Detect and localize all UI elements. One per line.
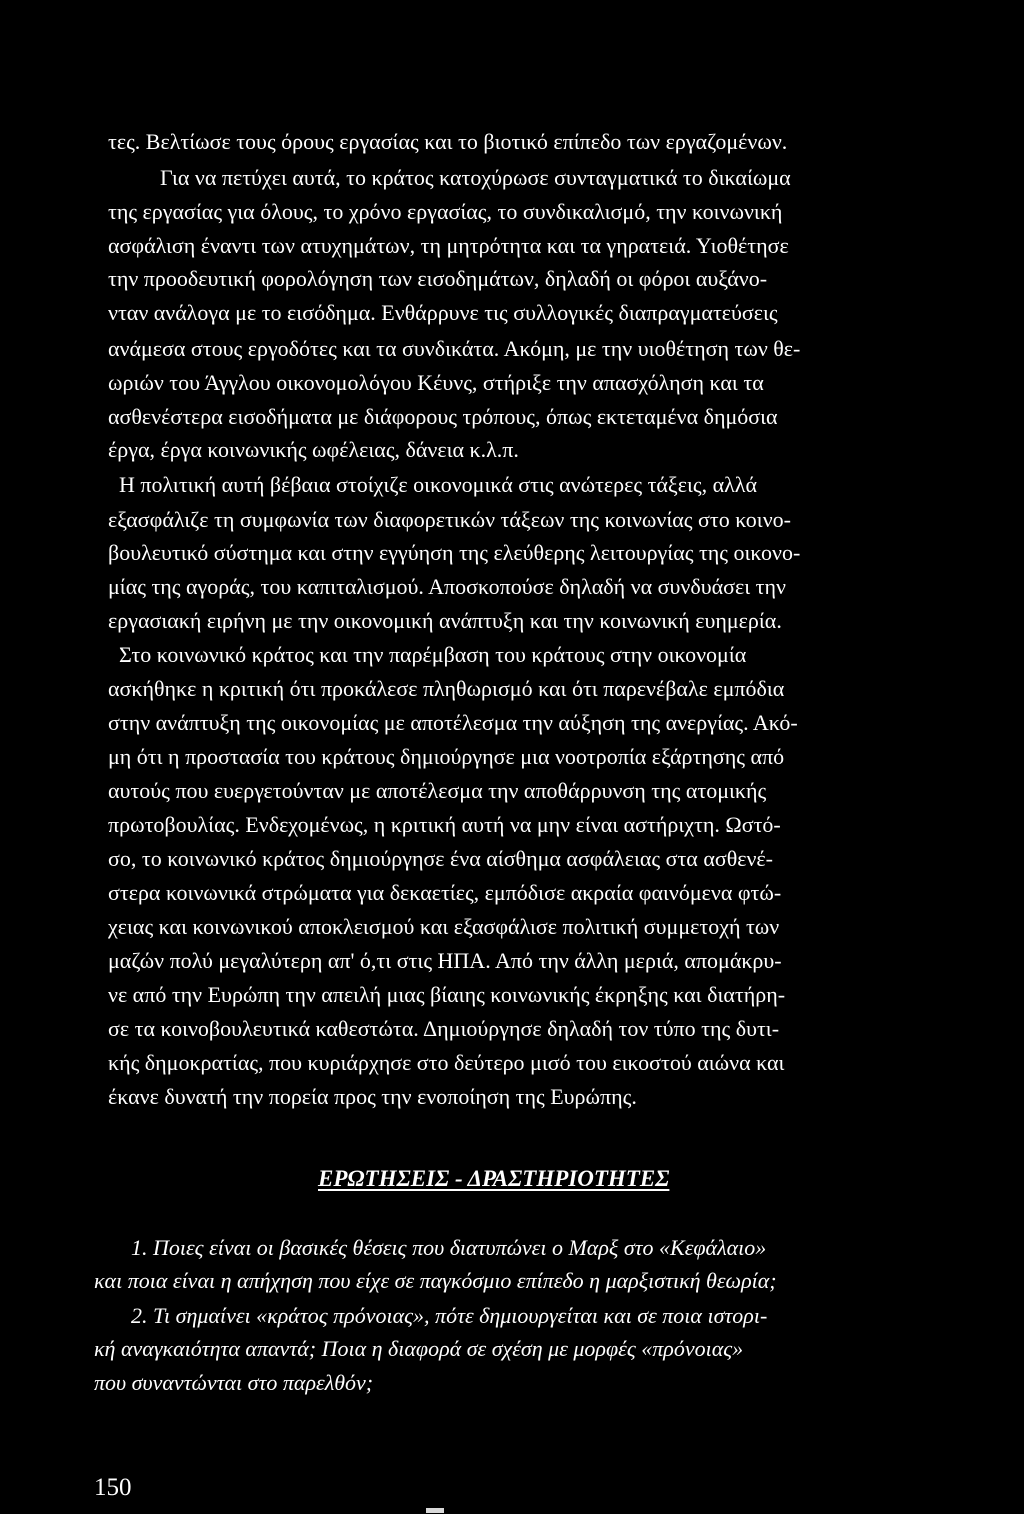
scan-mark <box>426 1508 444 1513</box>
question-line: κή αναγκαιότητα απαντά; Ποια η διαφορά σε σχέση με μορφές «πρόνοιας» <box>94 1336 744 1361</box>
page-number: 150 <box>94 1474 132 1501</box>
question-line: και ποια είναι η απήχηση που είχε σε παγκόσμιο επίπεδο η μαρξιστική θεωρία; <box>94 1268 777 1293</box>
question-line: 2. Τι σημαίνει «κράτος πρόνοιας», πότε δημιουργείται και σε ποια ιστορι- <box>131 1303 768 1328</box>
question-line: που συναντώνται στο παρελθόν; <box>94 1370 374 1395</box>
section-heading: ΕΡΩΤΗΣΕΙΣ - ΔΡΑΣΤΗΡΙΟΤΗΤΕΣ <box>318 1166 670 1191</box>
book-page: τες. Βελτίωσε τους όρους εργασίας και το βιοτικό επίπεδο των εργαζομένων. Για να πετύχει αυτά, το κράτος κατοχύρωσε συνταγματικά το δικαίωμα της εργασίας για όλους, το χρόνο εργασίας, το συνδικαλισμό, την κοινωνική ασφάλιση έναντι των ατυχημάτων, τη μητρότητα και τα γηρατειά. Υιοθέτησε την προοδευτική φορολόγηση των εισοδημάτων, δηλαδή οι φόροι αυξάνο- νταν ανάλογα με το εισόδημα. Ενθάρρυνε τις συλλογικές διαπραγματεύσεις ανάμεσα στους εργοδότες και τα συνδικάτα. Ακόμη, με την υιοθέτηση των θε- ωριών του Άγγλου οικονομολόγου Κέυνς, στήριξε την απασχόληση και τα ασθενέστερα εισοδήματα με διάφορους τρόπους, όπως εκτεταμένα δημόσια έργα, έργα κοινωνικής ωφέλειας, δάνεια κ.λ.π. Η πολιτική αυτή βέβαια στοίχιζε οικονομικά στις ανώτερες τάξεις, αλλά εξασφάλιζε τη συμφωνία των διαφορετικών τάξεων της κοινωνίας στο κοινο- βουλευτικό σύστημα και στην εγγύηση της ελεύθερης λειτουργίας της οικονο- μίας της αγοράς, του καπιταλισμού. Αποσκοπούσε δηλαδή να συνδυάσει την εργασιακή ειρήνη με την οικονομική ανάπτυξη και την κοινωνική ευημερία. Στο κοινωνικό κράτος και την παρέμβαση του κράτους στην οικονομία ασκήθηκε η κριτική ότι προκάλεσε πληθωρισμό και ότι παρενέβαλε εμπόδια στην ανάπτυξη της οικονομίας με αποτέλεσμα την αύξηση της ανεργίας. Ακό- μη ότι η προστασία του κράτους δημιούργησε μια νοοτροπία εξάρτησης από αυτούς που ευεργετούνταν με αποτέλεσμα την αποθάρρυνση της ατομικής πρωτοβουλίας. Ενδεχομένως, η κριτική αυτή να μην είναι αστήριχτη. Ωστό- σο, το κοινωνικό κράτος δημιούργησε ένα αίσθημα ασφάλειας στα ασθενέ- στερα κοινωνικά στρώματα για δεκαετίες, εμπόδισε ακραία φαινόμενα φτώ- χειας και κοινωνικού αποκλεισμού και εξασφάλισε πολιτική συμμετοχή των μαζών πολύ μεγαλύτερη απ' ό,τι στις ΗΠΑ. Από την άλλη μεριά, απομάκρυ- νε από την Ευρώπη την απειλή μιας βίαιης κοινωνικής έκρηξης και διατήρη- σε τα κοινοβουλευτικά καθεστώτα. Δημιούργησε δηλαδή τον τύπο της δυτι- κής δημοκρατίας, που κυριάρχησε στο δεύτερο μισό του εικοστού αιώνα και έκανε δυνατή την πορεία προς την ενοποίηση της Ευρώπης. ΕΡΩΤΗΣΕΙΣ - ΔΡΑΣΤΗΡΙΟΤΗΤΕΣ 1. Ποιες είναι οι βασικές θέσεις που διατυπώνει ο Μαρξ στο «Κεφάλαιο» και ποια είναι η απήχηση που είχε σε παγκόσμιο επίπεδο η μαρξιστική θεωρία; 2. Τι σημαίνει «κράτος πρόνοιας», πότε δημιουργείται και σε ποια ιστορι- κή αναγκαιότητα απαντά; Ποια η διαφορά σε σχέση με μορφές «πρόνοιας» που συναντώνται στο παρελθόν; 150 <box>0 0 1024 1514</box>
question-line: 1. Ποιες είναι οι βασικές θέσεις που διατυπώνει ο Μαρξ στο «Κεφάλαιο» <box>131 1235 767 1260</box>
